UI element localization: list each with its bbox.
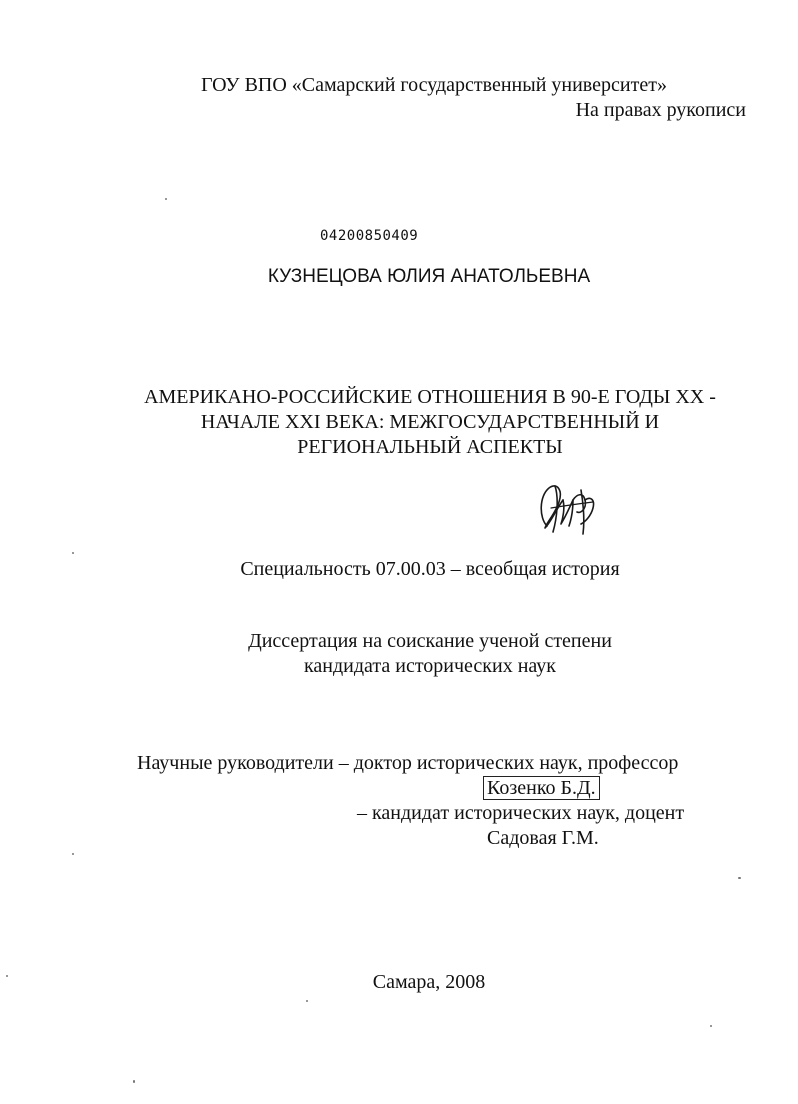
document-code: 04200850409	[320, 228, 419, 244]
supervisor-1-name: Козенко Б.Д.	[483, 776, 600, 800]
scan-speck	[6, 975, 8, 977]
degree-line-1: Диссертация на соискание ученой степени	[248, 630, 612, 652]
handwritten-signature-icon	[533, 478, 601, 536]
scan-speck	[306, 1000, 308, 1002]
scan-speck	[72, 853, 74, 855]
city-year: Самара, 2008	[372, 971, 486, 993]
scan-speck	[710, 1025, 712, 1027]
dissertation-degree	[0, 629, 798, 679]
scan-speck	[165, 198, 167, 200]
supervisor-1-title: Научные руководители – доктор исторических наук, профессор	[137, 752, 679, 774]
manuscript-rights-note: На правах рукописи	[575, 99, 746, 121]
title-line-2: НАЧАЛЕ XXI ВЕКА: МЕЖГОСУДАРСТВЕННЫЙ И	[200, 411, 660, 433]
title-line-3: РЕГИОНАЛЬНЫЙ АСПЕКТЫ	[297, 436, 563, 458]
scan-speck	[738, 877, 741, 879]
university-name: ГОУ ВПО «Самарский государственный университет»	[201, 74, 667, 96]
scan-speck	[133, 1080, 135, 1083]
dissertation-title	[0, 385, 798, 460]
scan-speck	[72, 552, 74, 554]
specialty: Специальность 07.00.03 – всеобщая история	[240, 558, 620, 580]
author-name: КУЗНЕЦОВА ЮЛИЯ АНАТОЛЬЕВНА	[267, 266, 591, 287]
supervisor-2-name: Садовая Г.М.	[487, 827, 599, 849]
degree-line-2: кандидата исторических наук	[303, 655, 557, 677]
supervisor-2-title: – кандидат исторических наук, доцент	[357, 802, 685, 824]
title-line-1: АМЕРИКАНО-РОССИЙСКИЕ ОТНОШЕНИЯ В 90-Е ГОДЫ XX -	[144, 386, 716, 408]
